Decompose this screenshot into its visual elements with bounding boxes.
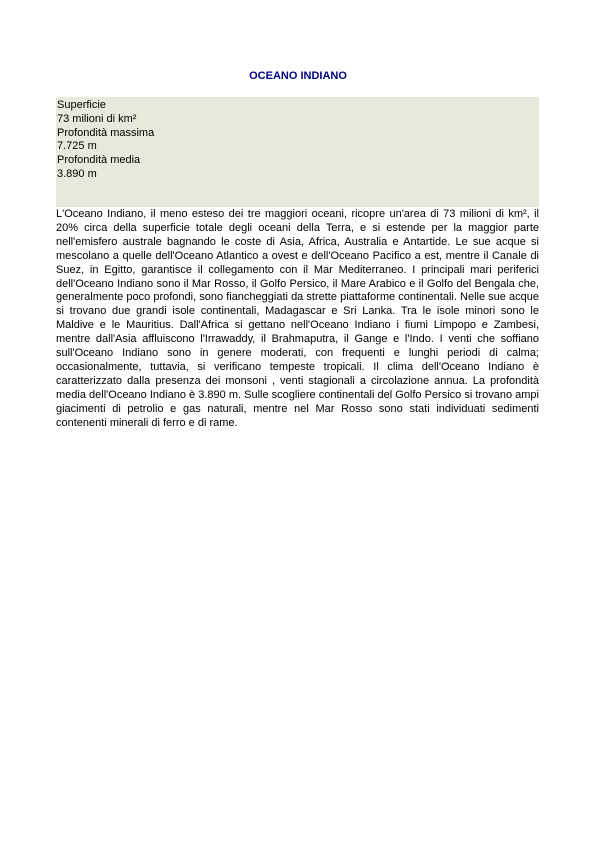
fact-value-area: 73 milioni di km² [57, 112, 137, 125]
facts-box [56, 97, 539, 207]
page-title: OCEANO INDIANO [249, 70, 347, 82]
fact-value-mean-depth: 3.890 m [57, 167, 97, 180]
fact-label-max-depth: Profondità massima [57, 126, 155, 139]
fact-label-mean-depth: Profondità media [57, 154, 141, 167]
fact-value-max-depth: 7.725 m [57, 140, 97, 153]
fact-label-area: Superficie [57, 99, 106, 111]
body-paragraph: L'Oceano Indiano, il meno esteso dei tre maggiori oceani, ricopre un'area di 73 milioni di km², il 20% circa della superficie totale degli oceani della Terra, e si estende per la maggior parte nell'emisfero australe bagnando le coste di Asia, Africa, Australia e Antartide. Le sue acque si mescolano a quelle dell'Oceano Atlantico a ovest e dell'Oceano Pacifico a est, mentre il Canale di Suez, in Egitto, garantisce il collegamento con il Mar Mediterraneo. I principali mari periferici dell'Oceano Indiano sono il Mar Rosso, il Golfo Persico, il Mare Arabico e il Golfo del Bengala che, generalmente poco profondi, sono fiancheggiati da strette piattaforme continentali. Nelle sue acque si trovano due grandi isole continentali, Madagascar e Sri Lanka. Tra le isole minori sono le Maldive e le Mauritius. Dall'Africa si gettano nell'Oceano Indiano i fiumi Limpopo e Zambesi, mentre dall'Asia affluiscono l'Irrawaddy, il Brahmaputra, il Gange e l'Indo. I venti che soffiano sull'Oceano Indiano sono in genere moderati, con frequenti e lunghi periodi di calma; occasionalmente, tuttavia, si verificano tempeste tropicali. Il clima dell'Oceano Indiano è caratterizzato dalla presenza dei monsoni , venti stagionali a circolazione annua. La profondità media dell'Oceano Indiano è 3.890 m. Sulle scogliere continentali del Golfo Persico si trovano ampi giacimenti di petrolio e gas naturali, mentre nel Mar Rosso sono stati individuati sedimenti contenenti minerali di ferro e di rame. [56, 208, 539, 429]
